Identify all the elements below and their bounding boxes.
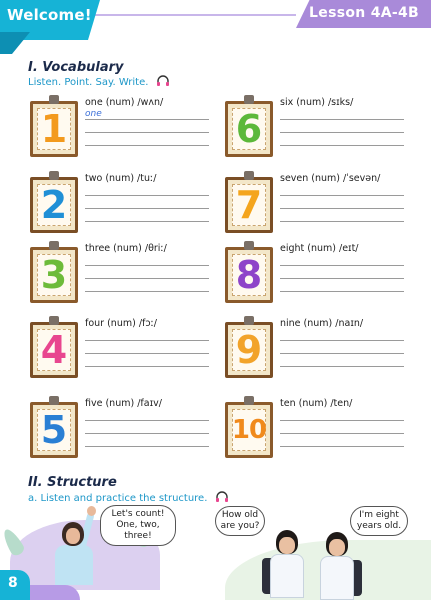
writing-line[interactable] <box>280 119 404 120</box>
writing-line[interactable] <box>85 195 209 196</box>
bubble-line: years old. <box>356 521 402 531</box>
boy-right <box>318 532 358 600</box>
card-numeral: 3 <box>40 253 68 297</box>
writing-line[interactable] <box>85 340 209 341</box>
card-numeral: 9 <box>235 328 263 372</box>
writing-line[interactable] <box>280 195 404 196</box>
clip-icon <box>49 241 59 250</box>
header-divider <box>85 14 296 16</box>
vocabulary-word: nine (num) /naɪn/ <box>280 318 364 329</box>
speech-bubble-count <box>100 505 176 546</box>
clip-icon <box>244 241 254 250</box>
lesson-label: Lesson 4A-4B <box>309 5 419 21</box>
clip-icon <box>49 316 59 325</box>
writing-line[interactable] <box>85 278 209 279</box>
writing-line[interactable] <box>85 366 209 367</box>
boy-shirt <box>270 554 304 598</box>
writing-line[interactable] <box>280 340 404 341</box>
writing-line[interactable] <box>280 208 404 209</box>
boy-left <box>268 530 308 600</box>
clip-icon <box>244 316 254 325</box>
girl-hand <box>87 506 96 516</box>
vocabulary-instruction <box>28 75 170 88</box>
writing-line[interactable] <box>85 145 209 146</box>
writing-line[interactable] <box>85 353 209 354</box>
number-card <box>225 241 273 303</box>
writing-line[interactable] <box>85 446 209 447</box>
bubble-line: Let's count! <box>111 509 165 519</box>
boy-shirt <box>320 556 354 600</box>
vocabulary-word: ten (num) /ten/ <box>280 398 353 409</box>
writing-line[interactable] <box>85 132 209 133</box>
number-card <box>30 396 78 458</box>
writing-line[interactable] <box>280 291 404 292</box>
writing-line[interactable] <box>280 433 404 434</box>
girl-face <box>66 528 80 544</box>
speech-bubble-question <box>215 506 265 536</box>
writing-line[interactable] <box>280 446 404 447</box>
bubble-line: are you? <box>220 521 260 531</box>
card-numeral: 5 <box>40 408 68 452</box>
structure-instruction <box>28 491 229 504</box>
bubble-line: How old <box>221 510 259 520</box>
writing-line[interactable] <box>85 433 209 434</box>
card-numeral: 10 <box>231 415 267 445</box>
number-card <box>225 396 273 458</box>
vocabulary-title: I. Vocabulary <box>28 60 124 75</box>
vocabulary-instruction-text: Listen. Point. Say. Write. <box>28 77 149 88</box>
boy-face <box>279 537 295 554</box>
card-numeral: 1 <box>40 107 68 151</box>
clip-icon <box>49 396 59 405</box>
vocabulary-word: two (num) /tuː/ <box>85 173 157 184</box>
clip-icon <box>49 95 59 104</box>
writing-line[interactable] <box>85 265 209 266</box>
headphones-icon[interactable] <box>156 75 170 87</box>
card-numeral: 8 <box>235 253 263 297</box>
number-card <box>30 95 78 157</box>
bubble-line: One, two, three! <box>116 520 160 541</box>
clip-icon <box>244 396 254 405</box>
clip-icon <box>49 171 59 180</box>
writing-line[interactable] <box>280 132 404 133</box>
welcome-label: Welcome! <box>7 6 92 24</box>
writing-line[interactable] <box>85 208 209 209</box>
number-card <box>225 316 273 378</box>
writing-line[interactable] <box>280 221 404 222</box>
card-numeral: 2 <box>40 183 68 227</box>
card-numeral: 7 <box>235 183 263 227</box>
welcome-banner-accent <box>0 32 30 54</box>
vocabulary-word: one (num) /wʌn/ <box>85 97 164 108</box>
writing-line[interactable] <box>280 265 404 266</box>
number-card <box>30 171 78 233</box>
writing-line[interactable] <box>85 420 209 421</box>
clip-icon <box>244 171 254 180</box>
structure-instruction-text: a. Listen and practice the structure. <box>28 493 208 504</box>
speech-bubble-answer <box>350 506 408 536</box>
card-numeral: 6 <box>235 107 263 151</box>
writing-line[interactable] <box>85 221 209 222</box>
writing-line[interactable] <box>280 353 404 354</box>
card-numeral: 4 <box>40 328 68 372</box>
writing-line[interactable] <box>280 145 404 146</box>
writing-line[interactable] <box>85 119 209 120</box>
writing-line[interactable] <box>280 278 404 279</box>
clip-icon <box>244 95 254 104</box>
writing-line[interactable] <box>280 420 404 421</box>
writing-line[interactable] <box>85 291 209 292</box>
number-card <box>225 95 273 157</box>
vocabulary-word: eight (num) /eɪt/ <box>280 243 359 254</box>
bubble-line: I'm eight <box>359 510 399 520</box>
headphones-icon[interactable] <box>215 491 229 503</box>
vocabulary-word: three (num) /θriː/ <box>85 243 167 254</box>
vocabulary-word: five (num) /faɪv/ <box>85 398 162 409</box>
girl-body <box>55 545 93 585</box>
example-answer: one <box>85 109 102 119</box>
boy-face <box>329 539 345 556</box>
number-card <box>30 241 78 303</box>
number-card <box>30 316 78 378</box>
vocabulary-word: six (num) /sɪks/ <box>280 97 354 108</box>
vocabulary-word: seven (num) /ˈsevən/ <box>280 173 381 184</box>
number-card <box>225 171 273 233</box>
page-number: 8 <box>8 575 18 591</box>
vocabulary-word: four (num) /fɔː/ <box>85 318 157 329</box>
structure-title: II. Structure <box>28 475 117 490</box>
writing-line[interactable] <box>280 366 404 367</box>
